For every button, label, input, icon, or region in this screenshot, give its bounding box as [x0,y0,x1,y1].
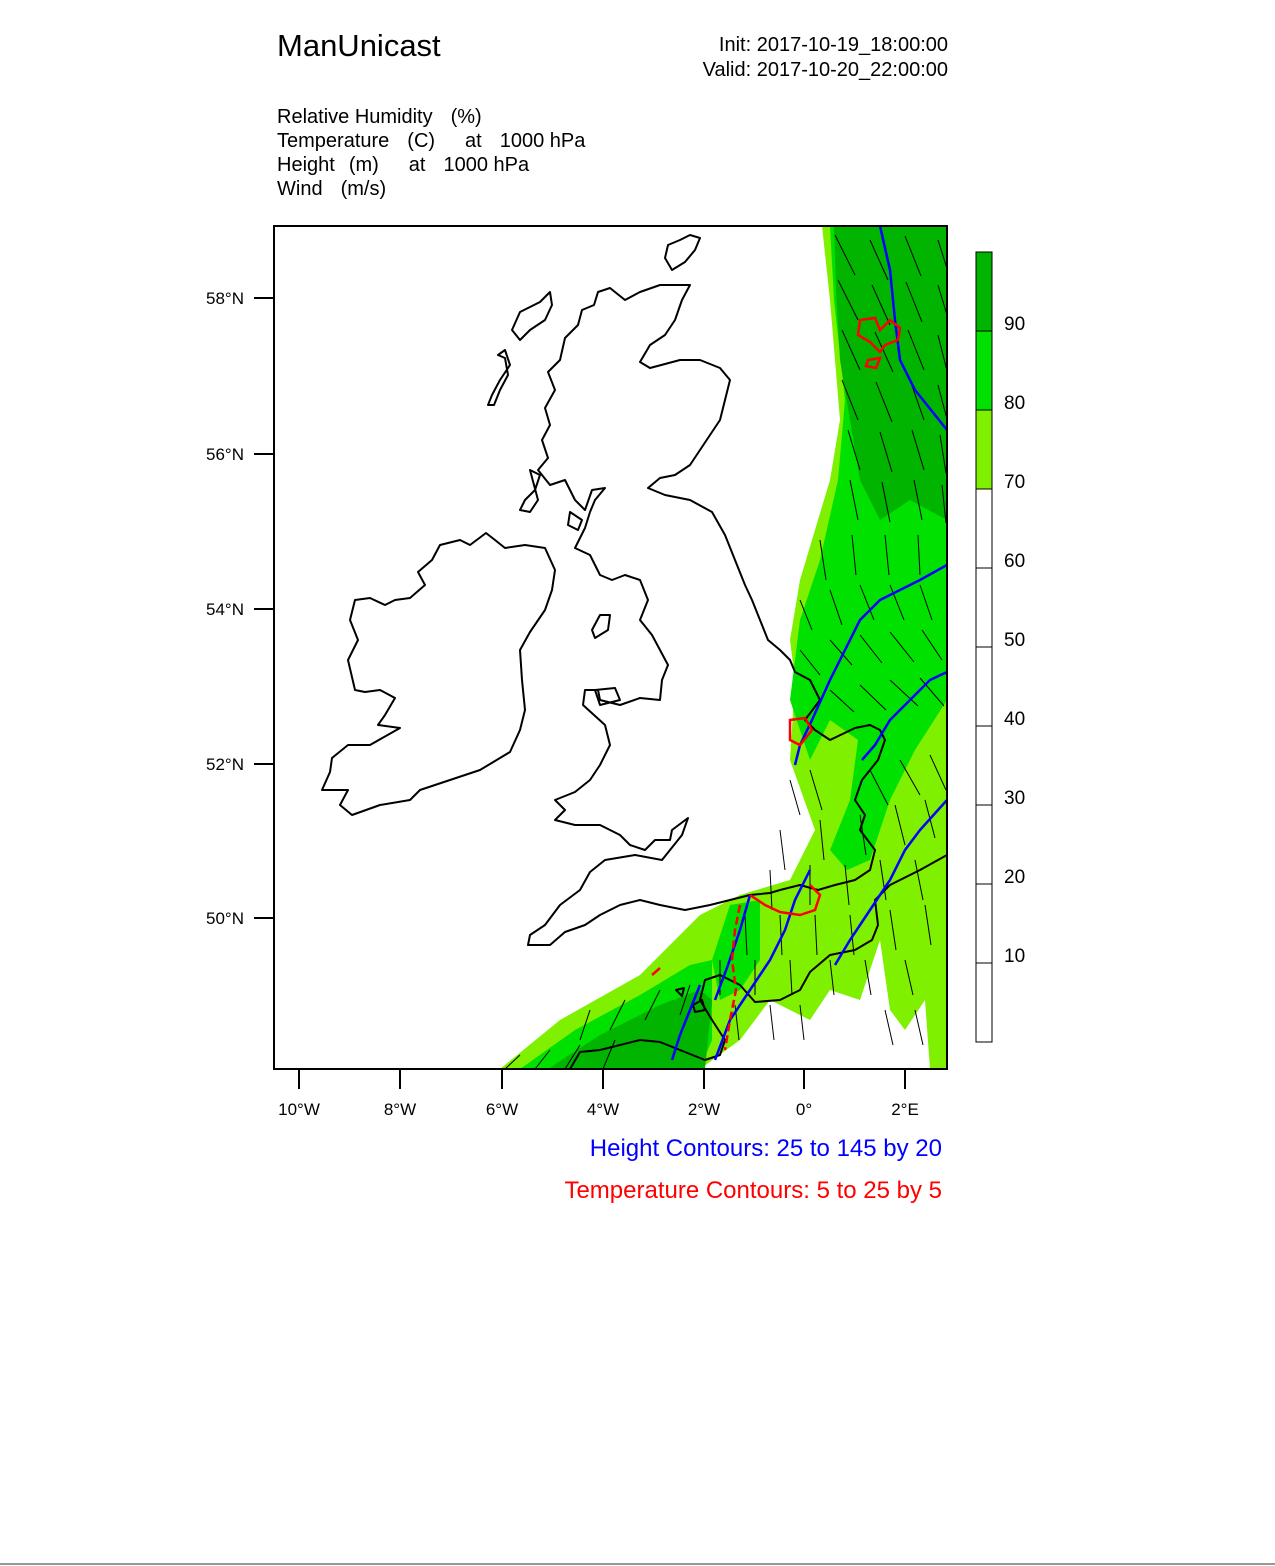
field-level: 1000 hPa [443,154,530,176]
colorbar-label: 70 [1004,472,1026,493]
colorbar-label: 60 [1004,551,1026,572]
valid-time: Valid: 2017-10-20_22:00:00 [702,59,948,81]
field-unit: (C) [407,130,436,152]
orkney-coast [665,235,700,270]
lat-tick-label: 52°N [206,755,244,774]
colorbar-box [976,647,992,726]
colorbar-label: 80 [1004,393,1026,414]
temperature-contour-note: Temperature Contours: 5 to 25 by 5 [564,1177,942,1204]
height-contour-note: Height Contours: 25 to 145 by 20 [589,1135,942,1162]
lon-tick-label: 10°W [278,1100,320,1119]
field-at: at [465,130,482,152]
field-at: at [408,154,426,176]
field-unit: (m) [348,154,379,176]
field-name: Height [277,154,335,176]
colorbar-box [976,726,992,805]
colorbar-box [976,568,992,647]
colorbar-label: 30 [1004,788,1026,809]
lat-tick-label: 50°N [206,909,244,928]
colorbar-label: 50 [1004,630,1026,651]
field-level: 1000 hPa [499,130,586,152]
latitude-axis [254,298,274,918]
field-name: Wind [277,178,323,200]
lon-tick-label: 8°W [383,1100,417,1119]
lon-tick-label: 4°W [586,1100,620,1119]
lat-tick-label: 54°N [206,600,244,619]
colorbar-label: 20 [1004,867,1026,888]
colorbar-box [976,963,992,1042]
colorbar-box [976,805,992,884]
lon-tick-label: 0° [795,1100,813,1119]
lon-tick-label: 6°W [485,1100,519,1119]
init-time: Init: 2017-10-19_18:00:00 [718,34,948,56]
lon-tick-label: 2°W [687,1100,721,1119]
colorbar-label: 90 [1004,314,1026,335]
colorbar-label: 40 [1004,709,1026,730]
colorbar [976,252,992,1042]
field-name: Temperature [277,130,390,152]
ireland-coast [322,533,555,815]
field-unit: (m/s) [340,178,387,200]
page-bottom-divider [0,1563,1275,1565]
lat-tick-label: 58°N [206,289,244,308]
colorbar-box [976,252,992,331]
colorbar-box [976,410,992,489]
lat-tick-label: 56°N [206,445,244,464]
longitude-axis [299,1069,905,1089]
field-unit: (%) [450,106,482,128]
colorbar-label: 10 [1004,946,1026,967]
colorbar-box [976,331,992,410]
lon-tick-label: 2°E [891,1100,919,1119]
colorbar-box [976,884,992,963]
map-plot [322,226,950,1069]
colorbar-box [976,489,992,568]
isle-of-man-coast [592,615,610,638]
model-title: ManUnicast [277,28,441,63]
field-name: Relative Humidity [277,106,433,128]
hebrides-coast [488,292,582,530]
